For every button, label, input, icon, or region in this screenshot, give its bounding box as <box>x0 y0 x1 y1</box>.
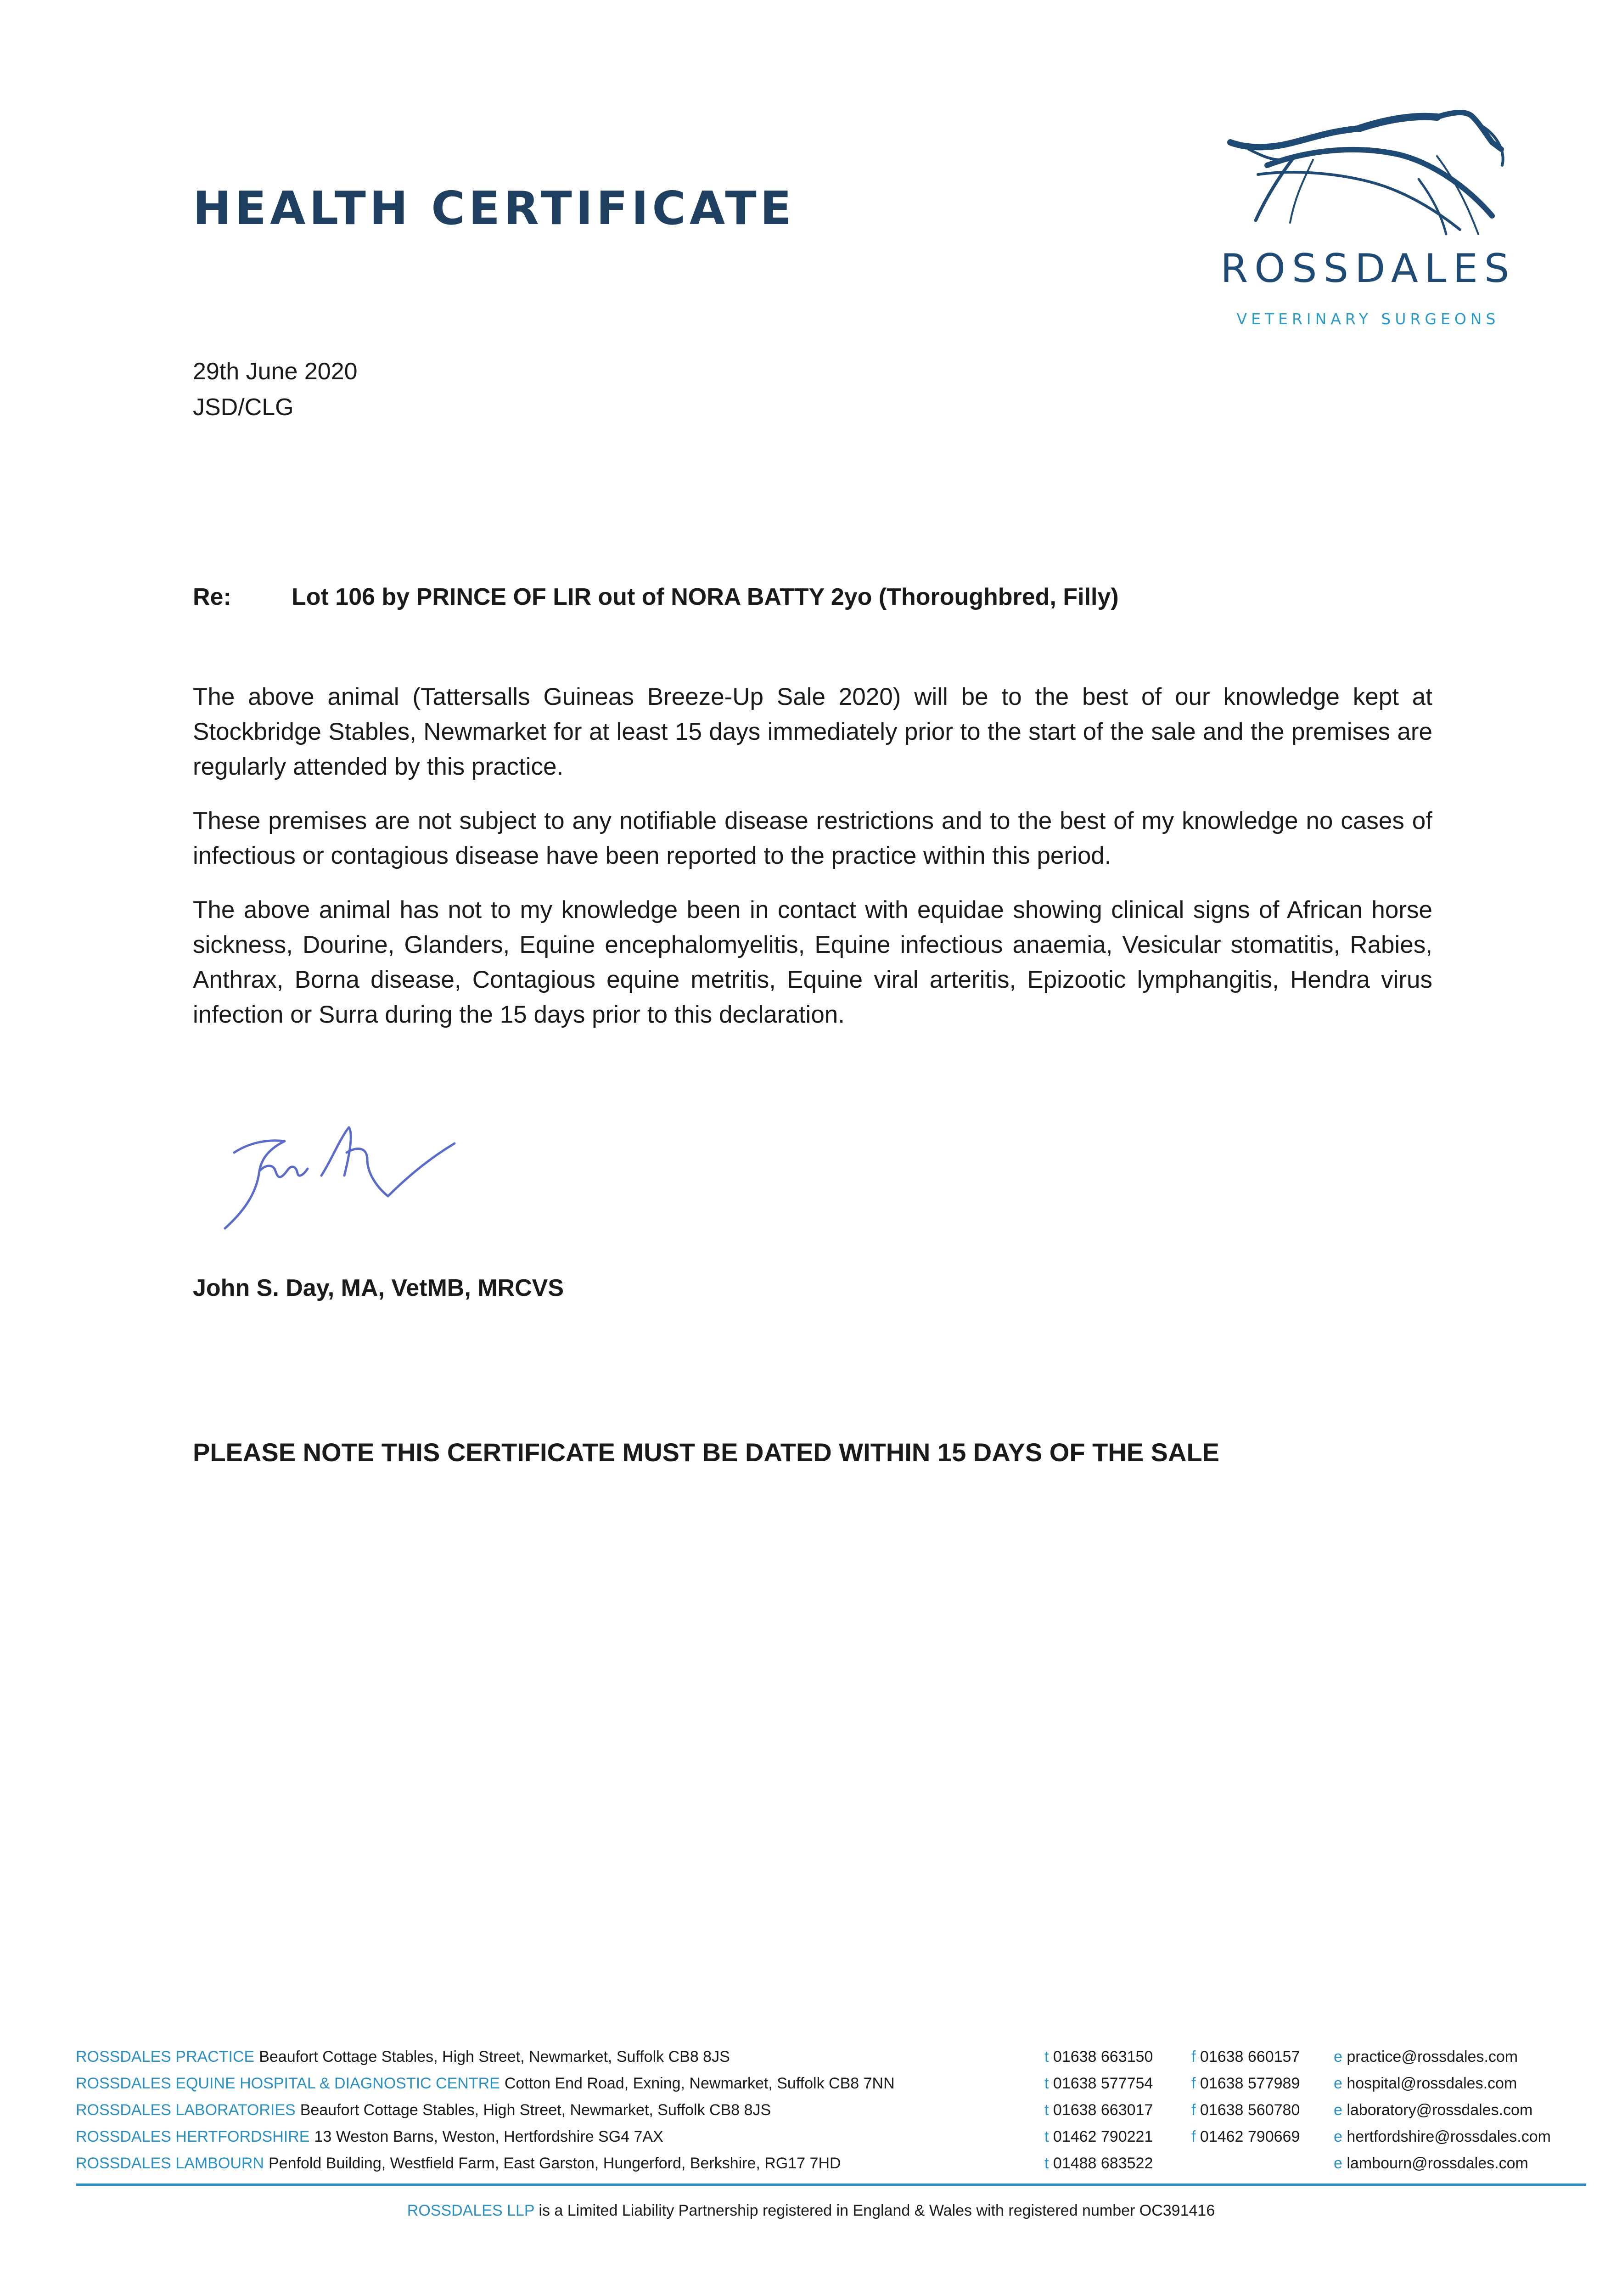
office-fax: f 01638 577989 <box>1191 2075 1300 2092</box>
dating-notice: PLEASE NOTE THIS CERTIFICATE MUST BE DATED WITHIN 15 DAYS OF THE SALE <box>193 1438 1220 1467</box>
office-tel: t 01638 577754 <box>1044 2075 1153 2092</box>
office-address: 13 Weston Barns, Weston, Hertfordshire SG4 7AX <box>314 2128 663 2145</box>
office-email: e hertfordshire@rossdales.com <box>1334 2128 1551 2145</box>
office-email: e hospital@rossdales.com <box>1334 2075 1517 2092</box>
office-email: e laboratory@rossdales.com <box>1334 2101 1533 2119</box>
footer-offices <box>76 2048 1586 2181</box>
office-email: e lambourn@rossdales.com <box>1334 2155 1528 2172</box>
office-address: Beaufort Cottage Stables, High Street, Newmarket, Suffolk CB8 8JS <box>259 2048 730 2065</box>
page-title: HEALTH CERTIFICATE <box>193 181 795 235</box>
rossdales-logo <box>1212 106 1524 335</box>
legal-entity-name: ROSSDALES LLP <box>407 2202 534 2219</box>
body-paragraph: The above animal (Tattersalls Guineas Breeze-Up Sale 2020) will be to the best of our knowledge kept at Stockbridge Stables, Newmarket for at least 15 days immediately prior to the start of the sale and the premises are regularly attended by this practice. <box>193 683 1432 780</box>
office-row <box>76 2048 1586 2075</box>
certificate-body <box>193 680 1432 1052</box>
office-tel: t 01462 790221 <box>1044 2128 1153 2145</box>
office-fax: f 01462 790669 <box>1191 2128 1300 2145</box>
office-name: ROSSDALES LABORATORIES <box>76 2101 296 2119</box>
office-name: ROSSDALES HERTFORDSHIRE <box>76 2128 310 2145</box>
office-email: e practice@rossdales.com <box>1334 2048 1518 2065</box>
office-row <box>76 2075 1586 2101</box>
letter-reference: JSD/CLG <box>193 394 294 421</box>
office-row <box>76 2101 1586 2128</box>
office-name: ROSSDALES PRACTICE <box>76 2048 255 2065</box>
office-tel: t 01638 663017 <box>1044 2101 1153 2119</box>
subject-line <box>193 583 1119 611</box>
footer-divider <box>76 2183 1586 2186</box>
subject-text: Lot 106 by PRINCE OF LIR out of NORA BATTY 2yo (Thoroughbred, Filly) <box>292 584 1119 610</box>
office-fax: f 01638 560780 <box>1191 2101 1300 2119</box>
signatory-name: John S. Day, MA, VetMB, MRCVS <box>193 1275 564 1301</box>
letter-date: 29th June 2020 <box>193 358 358 385</box>
body-paragraph: The above animal has not to my knowledge been in contact with equidae showing clinical signs of African horse sickness, Dourine, Glanders, Equine encephalomyelitis, Equine infectious anaemia, Vesicular stomatitis, Rabies, Anthrax, Borna disease, Contagious equine metritis, Equine viral arteritis, Epizootic lymphangitis, Hendra virus infection or Surra during the 15 days prior to this declaration. <box>193 896 1432 1028</box>
office-tel: t 01638 663150 <box>1044 2048 1153 2065</box>
logo-wordmark: ROSSDALES <box>1220 246 1516 292</box>
office-row <box>76 2155 1586 2181</box>
subject-label: Re: <box>193 584 231 610</box>
office-row <box>76 2128 1586 2155</box>
legal-entity-text: is a Limited Liability Partnership registered in England & Wales with registered number OC391416 <box>539 2202 1215 2219</box>
office-address: Penfold Building, Westfield Farm, East Garston, Hungerford, Berkshire, RG17 7HD <box>269 2155 841 2172</box>
logo-tagline: VETERINARY SURGEONS <box>1236 310 1500 328</box>
office-address: Beaufort Cottage Stables, High Street, Newmarket, Suffolk CB8 8JS <box>300 2101 771 2119</box>
legal-notice <box>0 2202 1622 2220</box>
handwritten-signature <box>216 1120 491 1240</box>
office-name: ROSSDALES EQUINE HOSPITAL & DIAGNOSTIC CENTRE <box>76 2075 500 2092</box>
office-fax: f 01638 660157 <box>1191 2048 1300 2065</box>
office-address: Cotton End Road, Exning, Newmarket, Suffolk CB8 7NN <box>504 2075 895 2092</box>
letter-meta <box>193 354 358 425</box>
office-name: ROSSDALES LAMBOURN <box>76 2155 264 2172</box>
galloping-horse-icon <box>1221 106 1515 243</box>
office-tel: t 01488 683522 <box>1044 2155 1153 2172</box>
body-paragraph: These premises are not subject to any notifiable disease restrictions and to the best of my knowledge no cases of infectious or contagious disease have been reported to the practice within this period. <box>193 807 1432 869</box>
